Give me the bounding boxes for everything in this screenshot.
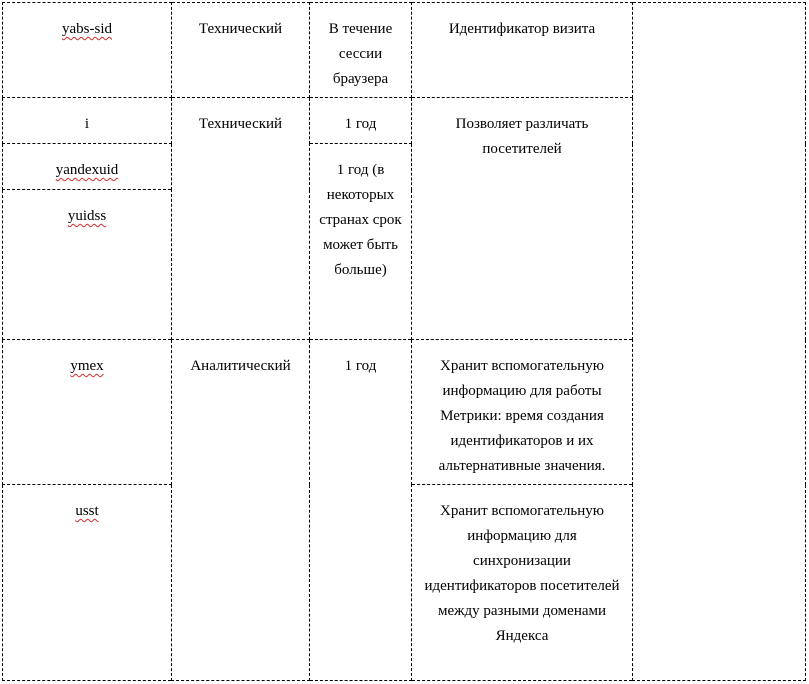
cookie-type-cell: Аналитический — [172, 340, 310, 681]
cookie-name-cell — [3, 485, 172, 681]
cookie-name: usst — [75, 503, 99, 519]
cookie-name: ymex — [70, 358, 104, 374]
table-row — [3, 3, 806, 98]
cookie-purpose-cell: Позволяет различать посетителей — [412, 98, 633, 340]
cookie-name: yabs-sid — [62, 21, 112, 37]
cookie-type-cell: Технический — [172, 98, 310, 340]
cookie-name: yandexuid — [55, 162, 119, 178]
cookie-duration-cell: В течение сессии браузера — [310, 3, 412, 98]
cookie-name-cell — [3, 98, 172, 144]
cookie-name-cell — [3, 340, 172, 485]
cookie-purpose-cell: Хранит вспомогательную информацию для синхронизации идентификаторов посетителей между разными доменами Яндекса — [412, 485, 633, 681]
cookie-purpose-cell: Хранит вспомогательную информацию для работы Метрики: время создания идентификаторов и их альтернативные значения. — [412, 340, 633, 485]
cookie-name: yuidss — [67, 208, 107, 224]
empty-column-cell — [633, 3, 806, 681]
cookie-name-cell — [3, 144, 172, 190]
cookie-type-cell: Технический — [172, 3, 310, 98]
cookie-table — [2, 2, 806, 681]
cookie-duration-cell: 1 год — [310, 98, 412, 144]
cookie-duration-cell: 1 год (в некоторых странах срок может быть больше) — [310, 144, 412, 340]
cookie-name: i — [84, 116, 90, 132]
cookie-name-cell — [3, 190, 172, 340]
cookie-name-cell — [3, 3, 172, 98]
cookie-duration-cell: 1 год — [310, 340, 412, 681]
cookie-purpose-cell: Идентификатор визита — [412, 3, 633, 98]
